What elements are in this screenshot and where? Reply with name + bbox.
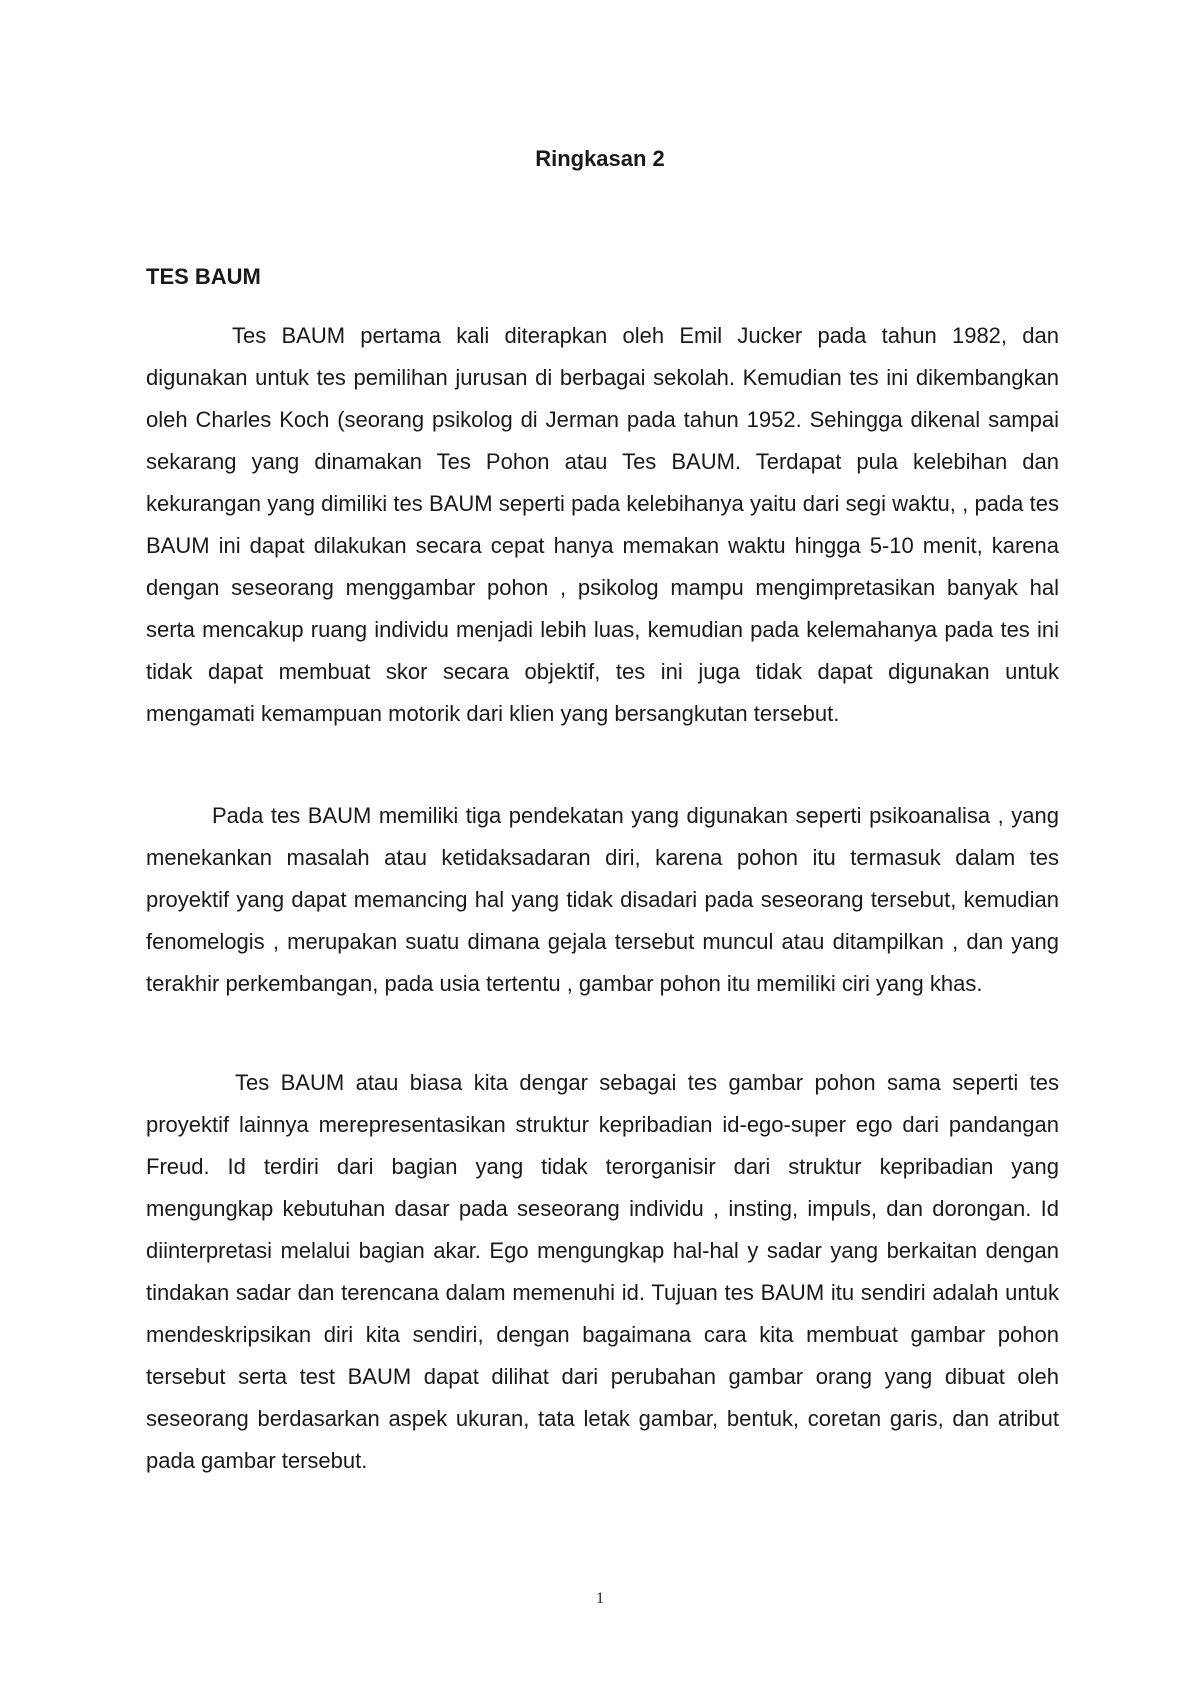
- page-title: Ringkasan 2: [535, 146, 665, 171]
- paragraph-1: Tes BAUM pertama kali diterapkan oleh Emil Jucker pada tahun 1982, dan digunakan untuk tes pemilihan jurusan di berbagai sekolah. Kemudian tes ini dikembangkan oleh Charles Koch (seorang psikolog di Jerman pada tahun 1952. Sehingga dikenal sampai sekarang yang dinamakan Tes Pohon atau Tes BAUM. Terdapat pula kelebihan dan kekurangan yang dimiliki tes BAUM seperti pada kelebihanya yaitu dari segi waktu, , pada tes BAUM ini dapat dilakukan secara cepat hanya memakan waktu hingga 5-10 menit, karena dengan seseorang menggambar pohon , psikolog mampu mengimpretasikan banyak hal serta mencakup ruang individu menjadi lebih luas, kemudian pada kelemahanya pada tes ini tidak dapat membuat skor secara objektif, tes ini juga tidak dapat digunakan untuk mengamati kemampuan motorik dari klien yang bersangkutan tersebut.: [146, 323, 1059, 726]
- paragraph-3: Tes BAUM atau biasa kita dengar sebagai tes gambar pohon sama seperti tes proyektif lainnya merepresentasikan struktur kepribadian id-ego-super ego dari pandangan Freud. Id terdiri dari bagian yang tidak terorganisir dari struktur kepribadian yang mengungkap kebutuhan dasar pada seseorang individu , insting, impuls, dan dorongan. Id diinterpretasi melalui bagian akar. Ego mengungkap hal-hal y sadar yang berkaitan dengan tindakan sadar dan terencana dalam memenuhi id. Tujuan tes BAUM itu sendiri adalah untuk mendeskripsikan diri kita sendiri, dengan bagaimana cara kita membuat gambar pohon tersebut serta test BAUM dapat dilihat dari perubahan gambar orang yang dibuat oleh seseorang berdasarkan aspek ukuran, tata letak gambar, bentuk, coretan garis, dan atribut pada gambar tersebut.: [146, 1070, 1059, 1473]
- section-heading: TES BAUM: [146, 264, 261, 289]
- page-number: 1: [596, 1590, 604, 1607]
- paragraph-2: Pada tes BAUM memiliki tiga pendekatan yang digunakan seperti psikoanalisa , yang menekankan masalah atau ketidaksadaran diri, karena pohon itu termasuk dalam tes proyektif yang dapat memancing hal yang tidak disadari pada seseorang tersebut, kemudian fenomelogis , merupakan suatu dimana gejala tersebut muncul atau ditampilkan , dan yang terakhir perkembangan, pada usia tertentu , gambar pohon itu memiliki ciri yang khas.: [146, 803, 1059, 996]
